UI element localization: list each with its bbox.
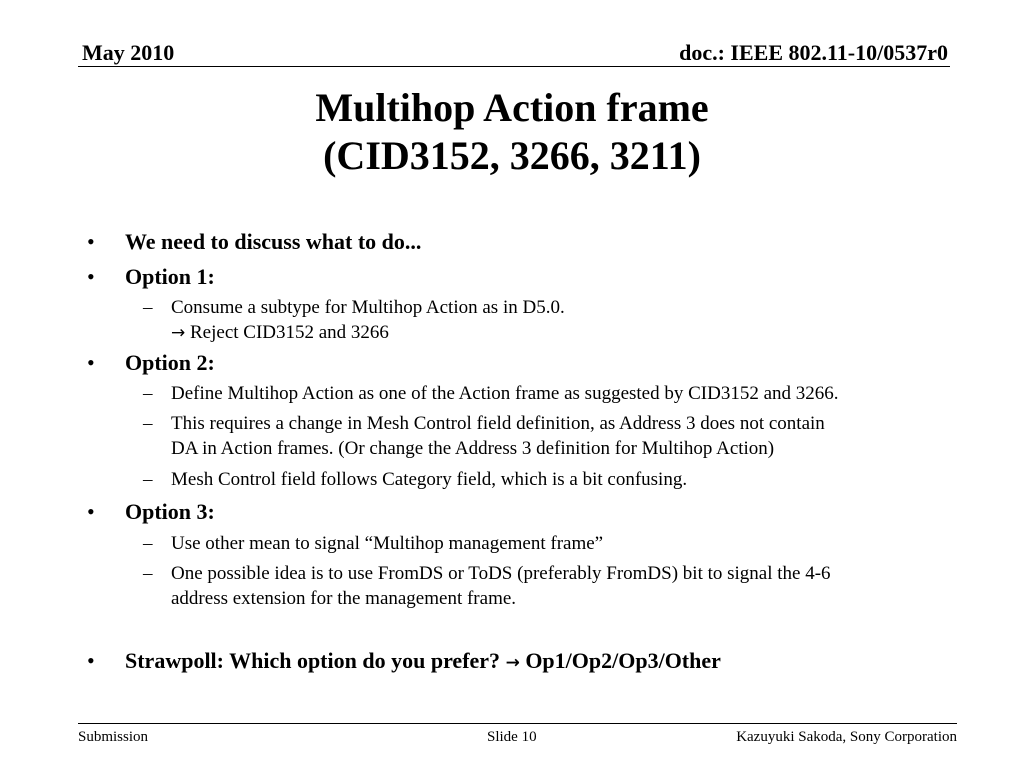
bullet-discuss [87, 229, 422, 255]
header-date: May 2010 [82, 40, 175, 65]
bullet-option-3 [87, 499, 215, 525]
bullet-option-2 [87, 350, 215, 376]
bullet-option-1-label: Option 1: [125, 264, 215, 289]
strawpoll-answer: Op1/Op2/Op3/Other [519, 648, 721, 673]
footer-divider [78, 723, 957, 724]
slide-title-line-1: Multihop Action frame [315, 85, 709, 130]
bullet-dot-icon: • [87, 350, 95, 375]
bullet-dot-icon: • [87, 499, 95, 524]
sub-bullet-dash-icon: – [143, 383, 153, 404]
sub-bullet-option-3-1 [143, 531, 981, 556]
footer-slide-number: Slide 10 [487, 729, 537, 745]
bullet-strawpoll [87, 648, 721, 676]
footer-author: Kazuyuki Sakoda, Sony Corporation [736, 729, 957, 745]
sub-bullet-option-2-2 [143, 411, 981, 461]
sub-bullet-option-2-3 [143, 467, 981, 492]
bullet-option-2-label: Option 2: [125, 350, 215, 375]
bullet-dot-icon: • [87, 264, 95, 289]
sub-bullet-text: Mesh Control field follows Category field, which is a bit confusing. [171, 469, 688, 490]
header-divider [78, 66, 950, 67]
header-doc-id: doc.: IEEE 802.11-10/0537r0 [679, 40, 948, 65]
sub-bullet-text: Use other mean to signal “Multihop management frame” [171, 533, 604, 554]
right-arrow-icon: → [505, 653, 520, 673]
bullet-dot-icon: • [87, 648, 95, 673]
sub-bullet-option-1-1 [143, 295, 981, 346]
sub-bullet-text: One possible idea is to use FromDS or ToDS (preferably FromDS) bit to signal the 4-6 [171, 563, 831, 584]
sub-bullet-text-continued: DA in Action frames. (Or change the Address 3 definition for Multihop Action) [171, 438, 775, 459]
slide-title-line-2: (CID3152, 3266, 3211) [323, 133, 701, 178]
strawpoll-question: Strawpoll: Which option do you prefer? [125, 648, 501, 673]
sub-bullet-reject-text: Reject CID3152 and 3266 [185, 322, 389, 343]
sub-bullet-dash-icon: – [143, 297, 153, 318]
bullet-discuss-text: We need to discuss what to do... [125, 229, 422, 254]
bullet-dot-icon: • [87, 229, 95, 254]
slide-title [0, 84, 1024, 180]
sub-bullet-text-continued: address extension for the management frame. [171, 588, 517, 609]
sub-bullet-dash-icon: – [143, 469, 153, 490]
sub-bullet-dash-icon: – [143, 563, 153, 584]
sub-bullet-text: Consume a subtype for Multihop Action as in D5.0. [171, 297, 565, 318]
footer-submission: Submission [78, 729, 149, 745]
sub-bullet-option-3-2 [143, 561, 981, 611]
sub-bullet-dash-icon: – [143, 533, 153, 554]
sub-bullet-text-continued [171, 320, 981, 346]
bullet-option-3-label: Option 3: [125, 499, 215, 524]
sub-bullet-option-2-1 [143, 381, 981, 406]
bullet-option-1 [87, 264, 215, 290]
right-arrow-icon: → [171, 323, 186, 343]
sub-bullet-dash-icon: – [143, 413, 153, 434]
sub-bullet-text: Define Multihop Action as one of the Action frame as suggested by CID3152 and 3266. [171, 383, 839, 404]
sub-bullet-text: This requires a change in Mesh Control field definition, as Address 3 does not contain [171, 413, 825, 434]
